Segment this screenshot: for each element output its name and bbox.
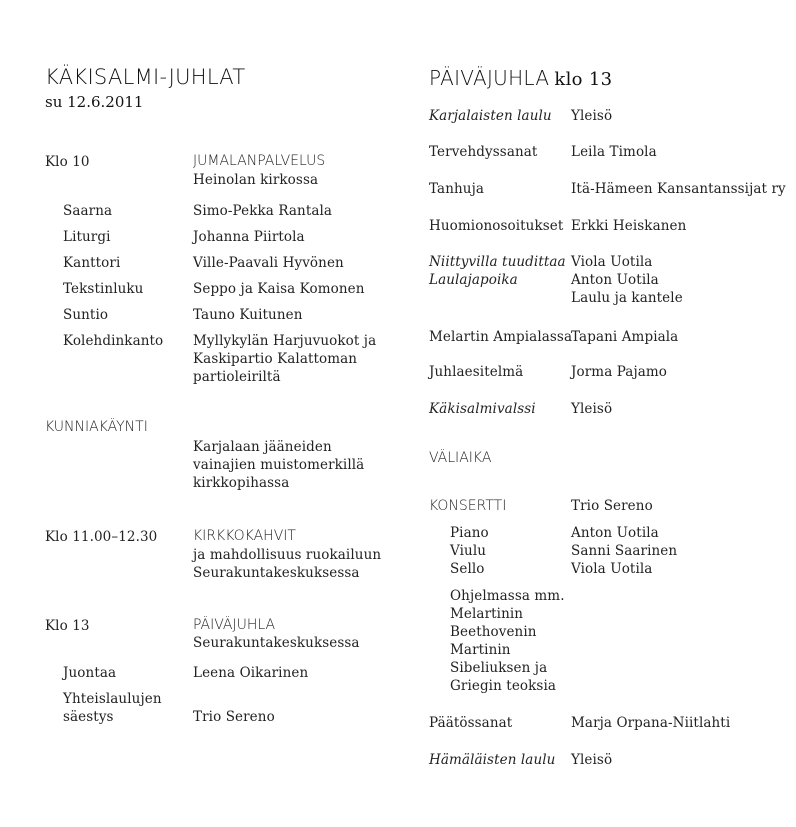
role-juontaa: Juontaa bbox=[63, 665, 117, 681]
inst-sello: Sello bbox=[450, 561, 485, 577]
prog-niitty-by-3: Laulu ja kantele bbox=[571, 290, 683, 306]
role-tekstinluku: Tekstinluku bbox=[63, 281, 144, 297]
right-title-time: klo 13 bbox=[554, 69, 613, 90]
role-liturgi: Liturgi bbox=[63, 229, 111, 245]
prog-paatossanat: Päätössanat bbox=[429, 715, 513, 731]
name-kanttori: Ville-Paavali Hyvönen bbox=[193, 255, 344, 271]
prog-hamalaisten-laulu: Hämäläisten laulu bbox=[429, 752, 556, 768]
prog-tanhuja: Tanhuja bbox=[429, 181, 485, 197]
place-jumalanpalvelus: Heinolan kirkossa bbox=[193, 172, 319, 188]
heading-valiaika: VÄLIAIKA bbox=[429, 450, 492, 466]
ohjelma-line-4: Martinin bbox=[450, 642, 511, 658]
right-title-main: PÄIVÄJUHLA bbox=[429, 66, 550, 90]
role-yhteislaulut-2: säestys bbox=[63, 709, 114, 725]
prog-melartin-by: Tapani Ampiala bbox=[571, 329, 679, 345]
prog-melartin: Melartin Ampialassa bbox=[429, 329, 573, 345]
heading-paivajuhla: PÄIVÄJUHLA bbox=[193, 617, 276, 633]
heading-konsertti: KONSERTTI bbox=[429, 498, 507, 514]
prog-karjalaisten-laulu: Karjalaisten laulu bbox=[429, 108, 552, 124]
prog-paatossanat-by: Marja Orpana-Niitlahti bbox=[571, 715, 731, 731]
event-date: su 12.6.2011 bbox=[45, 93, 144, 111]
ohjelma-line-2: Melartinin bbox=[450, 606, 524, 622]
time-kirkkokahvit: Klo 11.00–12.30 bbox=[45, 529, 158, 545]
role-kanttori: Kanttori bbox=[63, 255, 121, 271]
right-title bbox=[429, 65, 612, 93]
kahvi-line-1: ja mahdollisuus ruokailuun bbox=[193, 547, 382, 563]
ohjelma-line-6: Griegin teoksia bbox=[450, 678, 557, 694]
prog-kakisalmivalssi-by: Yleisö bbox=[571, 401, 613, 417]
ohjelma-line-5: Sibeliuksen ja bbox=[450, 660, 548, 676]
ohjelma-line-1: Ohjelmassa mm. bbox=[450, 588, 565, 604]
inst-sello-player: Viola Uotila bbox=[571, 561, 653, 577]
role-saarna: Saarna bbox=[63, 203, 113, 219]
prog-tervehdyssanat: Tervehdyssanat bbox=[429, 144, 538, 160]
name-kolehdinkanto-3: partioleiriltä bbox=[193, 369, 281, 385]
prog-juhlaesitelma-by: Jorma Pajamo bbox=[571, 364, 668, 380]
name-suntio: Tauno Kuitunen bbox=[193, 307, 303, 323]
kunnia-line-2: vainajien muistomerkillä bbox=[193, 457, 365, 473]
prog-juhlaesitelma: Juhlaesitelmä bbox=[429, 364, 524, 380]
time-paivajuhla: Klo 13 bbox=[45, 618, 90, 634]
prog-kakisalmivalssi: Käkisalmivalssi bbox=[429, 401, 536, 417]
page-title: KÄKISALMI-JUHLAT bbox=[45, 65, 246, 89]
name-saarna: Simo-Pekka Rantala bbox=[193, 203, 333, 219]
prog-huomionosoitukset-by: Erkki Heiskanen bbox=[571, 218, 687, 234]
prog-huomionosoitukset: Huomionosoitukset bbox=[429, 218, 564, 234]
kunnia-line-3: kirkkopihassa bbox=[193, 475, 290, 491]
prog-niittyvilla: Niittyvilla tuudittaa bbox=[429, 254, 566, 270]
name-liturgi: Johanna Piirtola bbox=[193, 229, 305, 245]
role-yhteislaulut-1: Yhteislaulujen bbox=[63, 691, 162, 707]
prog-laulajapoika: Laulajapoika bbox=[429, 272, 518, 288]
inst-piano: Piano bbox=[450, 525, 489, 541]
heading-kunniakaynti: KUNNIAKÄYNTI bbox=[45, 419, 148, 435]
heading-jumalanpalvelus: JUMALANPALVELUS bbox=[193, 153, 326, 169]
inst-viulu-player: Sanni Saarinen bbox=[571, 543, 678, 559]
prog-karjalaisten-laulu-by: Yleisö bbox=[571, 108, 613, 124]
inst-piano-player: Anton Uotila bbox=[571, 525, 659, 541]
konsertti-performer: Trio Sereno bbox=[571, 498, 653, 514]
name-juontaa: Leena Oikarinen bbox=[193, 665, 309, 681]
prog-tanhuja-by: Itä-Hämeen Kansantanssijat ry bbox=[571, 181, 786, 197]
name-yhteislaulut: Trio Sereno bbox=[193, 709, 275, 725]
prog-hamalaisten-laulu-by: Yleisö bbox=[571, 752, 613, 768]
role-kolehdinkanto: Kolehdinkanto bbox=[63, 333, 164, 349]
kunnia-line-1: Karjalaan jääneiden bbox=[193, 439, 332, 455]
prog-niitty-by-2: Anton Uotila bbox=[571, 272, 659, 288]
prog-niitty-by-1: Viola Uotila bbox=[571, 254, 653, 270]
name-kolehdinkanto-2: Kaskipartio Kalattoman bbox=[193, 351, 358, 367]
kahvi-line-2: Seurakuntakeskuksessa bbox=[193, 565, 360, 581]
time-jumalanpalvelus: Klo 10 bbox=[45, 154, 90, 170]
ohjelma-line-3: Beethovenin bbox=[450, 624, 537, 640]
place-paivajuhla: Seurakuntakeskuksessa bbox=[193, 635, 360, 651]
heading-kirkkokahvit: KIRKKOKAHVIT bbox=[193, 528, 296, 544]
role-suntio: Suntio bbox=[63, 307, 109, 323]
inst-viulu: Viulu bbox=[450, 543, 487, 559]
prog-tervehdyssanat-by: Leila Timola bbox=[571, 144, 657, 160]
name-kolehdinkanto-1: Myllykylän Harjuvuokot ja bbox=[193, 333, 377, 349]
name-tekstinluku: Seppo ja Kaisa Komonen bbox=[193, 281, 365, 297]
